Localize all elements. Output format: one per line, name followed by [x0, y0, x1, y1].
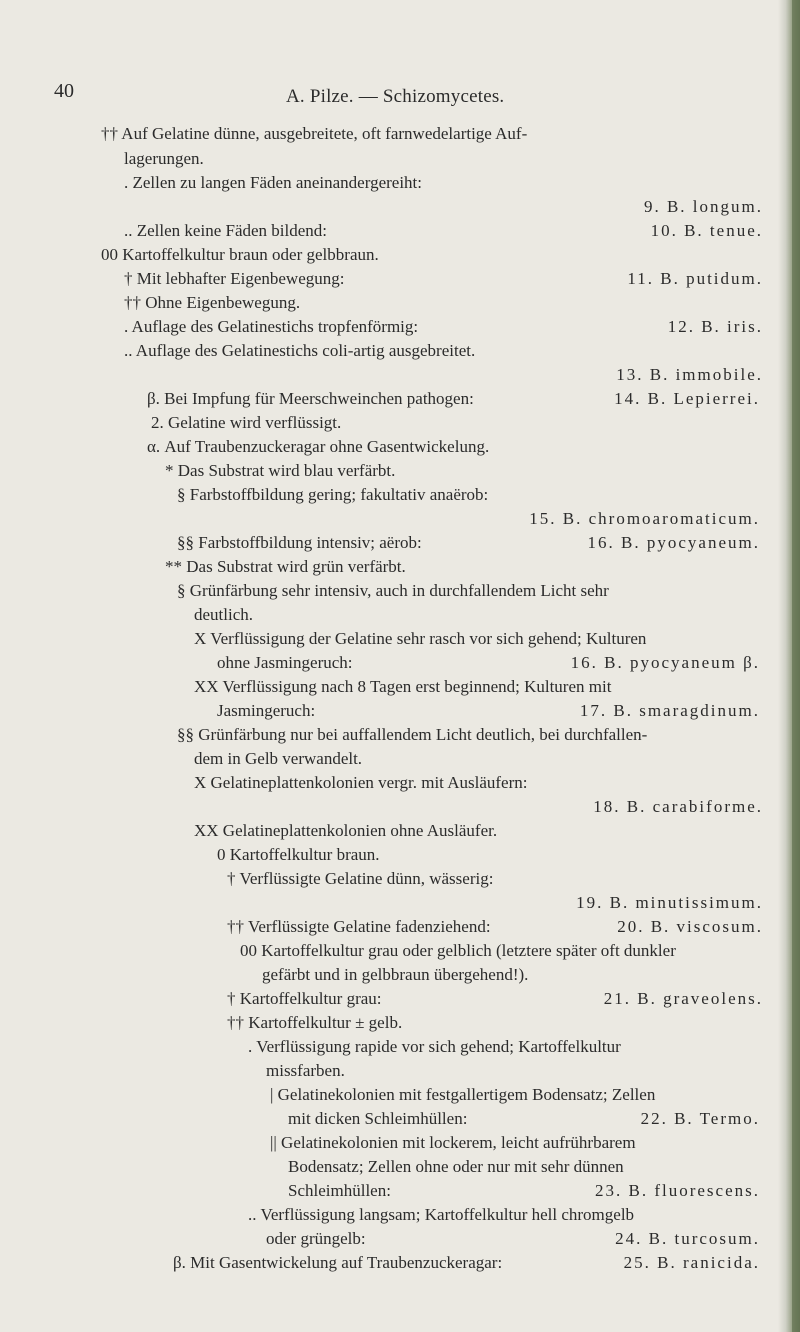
- line-text: | Gelatinekolonien mit festgallertigem Bodensatz; Zellen: [270, 1085, 656, 1104]
- text-line: [0, 1059, 800, 1083]
- line-text: dem in Gelb verwandelt.: [194, 749, 363, 768]
- line-text: β. Bei Impfung für Meerschweinchen pathogen:: [147, 389, 474, 408]
- running-head: A. Pilze. — Schizomycetes.: [286, 86, 505, 107]
- line-text: Jasmingeruch:: [217, 701, 316, 720]
- species-name: 21. B. graveolens.: [603, 989, 763, 1008]
- line-text: .. Verflüssigung langsam; Kartoffelkultur hell chromgelb: [248, 1205, 635, 1224]
- text-line: [0, 387, 800, 411]
- text-line: [0, 771, 800, 795]
- text-line: [0, 843, 800, 867]
- text-line: [0, 675, 800, 699]
- text-line: [0, 1227, 800, 1251]
- line-text: † Mit lebhafter Eigenbewegung:: [124, 269, 345, 288]
- text-line: [0, 459, 800, 483]
- line-text: †† Ohne Eigenbewegung.: [124, 293, 301, 312]
- line-text: * Das Substrat wird blau verfärbt.: [165, 461, 396, 480]
- text-line: [0, 579, 800, 603]
- species-name: 18. B. carabiforme.: [593, 797, 763, 816]
- species-name: 23. B. fluorescens.: [594, 1181, 760, 1200]
- line-text: † Verflüssigte Gelatine dünn, wässerig:: [227, 869, 494, 888]
- line-text: §§ Farbstoffbildung intensiv; aërob:: [177, 533, 422, 552]
- line-text: missfarben.: [266, 1061, 345, 1080]
- text-line: [0, 1179, 800, 1203]
- text-line: [0, 747, 800, 771]
- text-line: [0, 819, 800, 843]
- line-text: gefärbt und in gelbbraun übergehend!).: [262, 965, 529, 984]
- species-name: 19. B. minutissimum.: [576, 893, 763, 912]
- line-text: †† Kartoffelkultur ± gelb.: [227, 1013, 403, 1032]
- line-text: 00 Kartoffelkultur grau oder gelblich (letztere später oft dunkler: [240, 941, 676, 960]
- line-text: Schleimhüllen:: [288, 1181, 391, 1200]
- line-text: 0 Kartoffelkultur braun.: [217, 845, 380, 864]
- text-line: [0, 555, 800, 579]
- species-name: 11. B. putidum.: [627, 269, 763, 288]
- text-line: [0, 1035, 800, 1059]
- text-line: [0, 915, 800, 939]
- line-text: XX Gelatineplattenkolonien ohne Ausläufer.: [194, 821, 498, 840]
- line-text: β. Mit Gasentwickelung auf Traubenzuckeragar:: [173, 1253, 503, 1272]
- line-text: XX Verflüssigung nach 8 Tagen erst beginnend; Kulturen mit: [194, 677, 612, 696]
- text-line: [0, 531, 800, 555]
- text-line: [0, 147, 800, 171]
- text-line: [0, 507, 800, 531]
- text-line: [0, 1155, 800, 1179]
- species-name: 20. B. viscosum.: [617, 917, 763, 936]
- text-line: [0, 1251, 800, 1275]
- line-text: oder grüngelb:: [266, 1229, 366, 1248]
- line-text: X Gelatineplattenkolonien vergr. mit Ausläufern:: [194, 773, 528, 792]
- text-line: [0, 939, 800, 963]
- line-text: . Zellen zu langen Fäden aneinandergereiht:: [124, 173, 423, 192]
- species-name: 13. B. immobile.: [616, 365, 763, 384]
- text-line: [0, 411, 800, 435]
- text-line: [0, 891, 800, 915]
- text-line: [0, 1131, 800, 1155]
- text-line: [0, 195, 800, 219]
- line-text: § Grünfärbung sehr intensiv, auch in durchfallendem Licht sehr: [177, 581, 609, 600]
- text-line: [0, 1011, 800, 1035]
- line-text: .. Zellen keine Fäden bildend:: [124, 221, 327, 240]
- text-line: [0, 267, 800, 291]
- text-line: [0, 627, 800, 651]
- species-name: 24. B. turcosum.: [615, 1229, 760, 1248]
- line-text: Bodensatz; Zellen ohne oder nur mit sehr dünnen: [288, 1157, 624, 1176]
- species-name: 22. B. Termo.: [640, 1109, 760, 1128]
- text-line: [0, 435, 800, 459]
- species-name: 9. B. longum.: [643, 197, 763, 216]
- text-line: [0, 1203, 800, 1227]
- line-text: || Gelatinekolonien mit lockerem, leicht aufrührbarem: [270, 1133, 636, 1152]
- species-name: 16. B. pyocyaneum β.: [570, 653, 760, 672]
- text-line: [0, 723, 800, 747]
- text-line: [0, 1107, 800, 1131]
- line-text: § Farbstoffbildung gering; fakultativ anaërob:: [177, 485, 489, 504]
- text-line: [0, 1083, 800, 1107]
- line-text: §§ Grünfärbung nur bei auffallendem Licht deutlich, bei durchfallen-: [177, 725, 648, 744]
- species-name: 12. B. iris.: [667, 317, 763, 336]
- line-text: deutlich.: [194, 605, 254, 624]
- line-text: mit dicken Schleimhüllen:: [288, 1109, 468, 1128]
- line-text: . Verflüssigung rapide vor sich gehend; Kartoffelkultur: [248, 1037, 621, 1056]
- text-line: [0, 243, 800, 267]
- text-line: [0, 699, 800, 723]
- line-text: ** Das Substrat wird grün verfärbt.: [165, 557, 406, 576]
- text-line: [0, 122, 800, 146]
- line-text: 2. Gelatine wird verflüssigt.: [151, 413, 342, 432]
- text-line: [0, 987, 800, 1011]
- text-line: [0, 339, 800, 363]
- text-line: [0, 315, 800, 339]
- line-text: †† Verflüssigte Gelatine fadenziehend:: [227, 917, 491, 936]
- species-name: 14. B. Lepierrei.: [614, 389, 760, 408]
- line-text: X Verflüssigung der Gelatine sehr rasch vor sich gehend; Kulturen: [194, 629, 647, 648]
- text-line: [0, 603, 800, 627]
- line-text: ohne Jasmingeruch:: [217, 653, 353, 672]
- species-name: 16. B. pyocyaneum.: [587, 533, 760, 552]
- line-text: .. Auflage des Gelatinestichs coli-artig ausgebreitet.: [124, 341, 476, 360]
- species-name: 15. B. chromoaromaticum.: [529, 509, 760, 528]
- text-line: [0, 483, 800, 507]
- text-line: [0, 795, 800, 819]
- text-line: [0, 171, 800, 195]
- line-text: 00 Kartoffelkultur braun oder gelbbraun.: [101, 245, 379, 264]
- species-name: 17. B. smaragdinum.: [579, 701, 760, 720]
- text-line: [0, 291, 800, 315]
- line-text: . Auflage des Gelatinestichs tropfenförmig:: [124, 317, 419, 336]
- species-name: 25. B. ranicida.: [623, 1253, 760, 1272]
- text-line: [0, 963, 800, 987]
- line-text: α. Auf Traubenzuckeragar ohne Gasentwickelung.: [147, 437, 490, 456]
- line-text: lagerungen.: [124, 149, 204, 168]
- page-number: 40: [54, 80, 74, 102]
- text-line: [0, 867, 800, 891]
- text-line: [0, 363, 800, 387]
- text-line: [0, 219, 800, 243]
- line-text: † Kartoffelkultur grau:: [227, 989, 382, 1008]
- text-line: [0, 651, 800, 675]
- line-text: †† Auf Gelatine dünne, ausgebreitete, oft farnwedelartige Auf-: [101, 124, 528, 143]
- species-name: 10. B. tenue.: [650, 221, 763, 240]
